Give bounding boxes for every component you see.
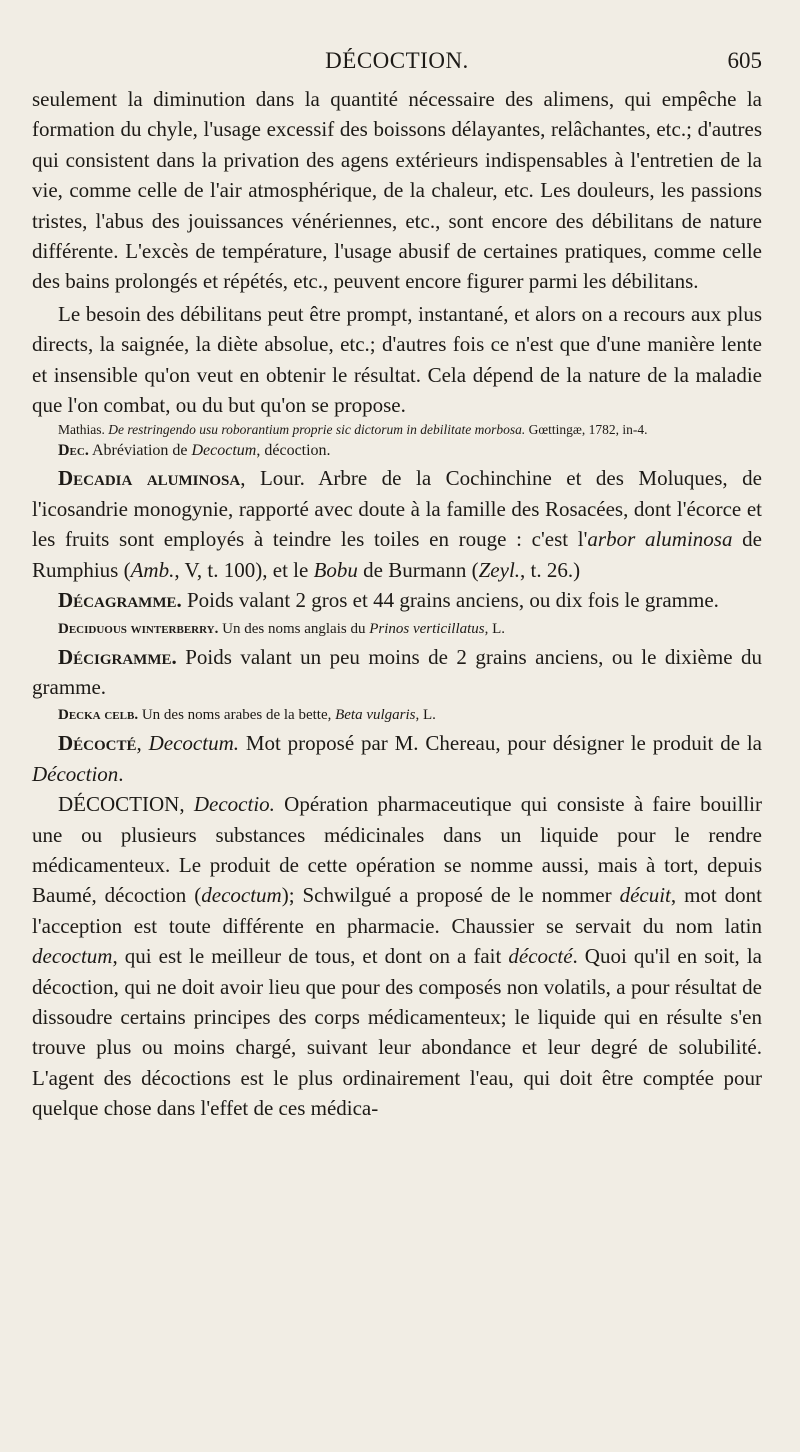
paragraph-debilitans-need: Le besoin des débilitans peut être prompt, instantané, et alors on a recours aux plus directs, la saignée, la diète absolue, etc.; d'autres fois ce n'est que d'une manière lente et insensible qu'on veut en obtenir le résultat. Cela dépend de la nature de la maladie que l'on combat, ou du but qu'on se propose.	[32, 301, 762, 418]
bibliography-mathias: Mathias. De restringendo usu roborantium proprie sic dictorum in debilitate morbosa. Gœttingæ, 1782, in-4.	[58, 422, 648, 438]
page-body	[32, 84, 762, 1124]
entry-decka-celb: Decka celb. Un des noms arabes de la bette, Beta vulgaris, L.	[58, 707, 436, 724]
paragraph-debilitans-causes: seulement la diminution dans la quantité nécessaire des alimens, qui empêche la formation du chyle, l'usage excessif des boissons délayantes, relâchantes, etc.; d'autres qui consistent dans la privation des agens extérieurs indispensables à l'entretien de la vie, comme celle de l'air atmosphérique, de la chaleur, etc. Les douleurs, les passions tristes, l'abus des jouissances vénériennes, etc., sont encore des débilitans de nature différente. L'excès de température, l'usage abusif de certaines pratiques, comme celle des bains prolongés et répétés, etc., peuvent encore figurer parmi les débilitans.	[32, 87, 762, 294]
entry-decocte: Décocté, Decoctum. Mot proposé par M. Chereau, pour désigner le produit de la Décoction.	[32, 731, 763, 786]
entry-deciduous-winterberry: Deciduous winterberry. Un des noms anglais du Prinos verticillatus, L.	[58, 620, 506, 637]
entry-decigramme: Décigramme. Poids valant un peu moins de 2 grains anciens, ou le dixième du gramme.	[32, 644, 762, 699]
page-header	[32, 48, 762, 80]
entry-decoction: DÉCOCTION, Decoctio. Opération pharmaceutique qui consiste à faire bouillir une ou plusieurs substances médicinales dans un liquide pour le rendre médicamenteux. Le produit de cette opération se nomme aussi, mais à tort, depuis Baumé, décoction (decoctum); Schwilgué a proposé de le nommer décuit, mot dont l'acception est toute différente en pharmacie. Chaussier se servait du nom latin decoctum, qui est le meilleur de tous, et dont on a fait décocté. Quoi qu'il en soit, la décoction, qui ne doit avoir lieu que pour des composés non volatils, a pour résultat de dissoudre certains principes des corps médicamenteux; le liquide qui en résulte s'en trouve plus ou moins chargé, suivant leur abondance et leur degré de solubilité. L'agent des décoctions est le plus ordinairement l'eau, qui doit être comptée pour quelque chose dans l'effet de ces médica-	[32, 792, 763, 1121]
running-title: DÉCOCTION.	[325, 48, 469, 73]
entry-decadia-aluminosa: Decadia aluminosa, Lour. Arbre de la Cochinchine et des Moluques, de l'icosandrie monogynie, rapporté avec doute à la famille des Rosacées, dont l'écorce et les fruits sont employés à teindre les toiles en rouge : c'est l'arbor aluminosa de Rumphius (Amb., V, t. 100), et le Bobu de Burmann (Zeyl., t. 26.)	[32, 466, 762, 582]
entry-decagramme: Décagramme. Poids valant 2 gros et 44 grains anciens, ou dix fois le gramme.	[58, 588, 719, 613]
entry-dec: Dec. Abréviation de Decoctum, décoction.	[58, 442, 331, 460]
page-number: 605	[727, 48, 762, 73]
